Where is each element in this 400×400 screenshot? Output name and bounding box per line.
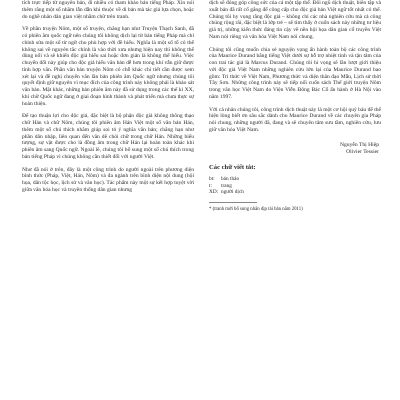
abbreviations-list <box>209 176 381 196</box>
paragraph: Chúng tôi cũng muốn chia sẻ nguyện vọng ấn hành toàn bộ các công trình của Maurice Durand bằng tiếng Việt dưới sự hỗ trợ nhiệt tình và tận tâm của con trai tác giả là Marcus Durand. Chúng tôi hi vọng sẽ lần lượt giới thiệu với độc giả Việt Nam những nghiên cứu lớn lại của Maurice Durand bao gồm: Tri thức về Việt Nam, Phương thức và diện thân đạo Mẫu, Lịch sử thời Tây Sơn. Những công trình này sẽ tiếp nối cuốn sách Thế giới truyện Nôm trong văn học Việt Nam do Viện Viễn Đông Bác Cổ ấn hành ở Hà Nội vào năm 1997. <box>209 46 381 100</box>
abbreviation-item <box>209 189 381 196</box>
paragraph: Về phần truyện Nôm, một số truyện, chẳng hạn như Truyện Thạch Sanh, đã có phiên âm quốc ngữ nên chúng tôi không dịch lại từ bản tiếng Pháp mà chỉ chỉnh sửa một số từ ngữ cho phù hợp với đề hiểu. Nghĩa là một số tổ có thể không sai về nguyên tắc chính là vào thời xưa nhưng hiện nay thì không thể dùng nổi và sẽ khiến độc giả hiểu sai hoặc đơn giản là không thể hiểu. Việc chuyển đổi này giúp cho độc giả hiểu văn bản dễ hơn trong khi vẫn giữ được tính hợp văn. Phần văn bản truyện Nôm có chỗ khác chi tiết cần được xem xét lại và đề nghị chuyển văn lần bản phiên âm Quốc ngữ nhưng chúng tôi quyết định giữ nguyên vì mục đích của công trình này không phải là khảo sát văn bản. Mặt khác, những bản phiên âm này đã sử dụng trong các thế kỉ XX, khi chữ Quốc ngữ đang ở giai đoạn hình thành và phát triển mà chưa thực sự hoàn thiện. <box>22 26 194 107</box>
author-name: Nguyễn Thị Hiệp <box>339 141 379 148</box>
signature-block <box>209 142 381 156</box>
abbreviation-value: trang <box>221 182 232 189</box>
footnote-divider <box>209 202 257 203</box>
right-column <box>209 0 381 213</box>
left-column <box>22 0 194 194</box>
abbreviations-heading: Các chữ viết tắt: <box>209 163 256 171</box>
abbreviation-value: người dịch <box>221 189 244 196</box>
paragraph: tích trực tiếp từ nguyên bản, đi nhiều có tham khảo bản tiếng Pháp. Xin nói thêm rằng một số nhầm lẫn dẫn khi thuộc về di bản mà tác giả lựa chọn, hoặc do nghề nhân dân gian việt nhầm chữ trên tranh. <box>22 0 194 20</box>
paragraph: Như đã nói ở trên, đây là một công trình do người ngoài trên phương diện bình thức (Pháp, Việt, Hán, Nôm) và đa ngành trên bình diện nội dung (hội họa, dân tộc học, lịch sử và văn học). Tác phẩm này một sự kết hợp tuyệt vời giữa văn hóa học và truyền thống dân gian nhưng <box>22 166 194 193</box>
paragraph: Với cả nhân chúng tôi, công trình dịch thuật này là một cơ hội quý báu để thể hiện lòng biết ơn sâu sắc dành cho Maurice Durand về các chuyên gia Pháp nói chung, những người đã, đang và sẽ chuyên tâm sưu tầm, nghiên cứu, lưu giữ văn hóa Việt Nam. <box>209 106 381 133</box>
abbreviation-key: bt: <box>209 175 215 182</box>
abbreviation-key: XD: <box>209 189 219 196</box>
author-name: Olivier Tessier <box>346 148 379 155</box>
abbreviation-item <box>209 176 381 183</box>
abbreviation-item <box>209 183 381 190</box>
footnote: * (tranh mới bổ sung nhân dịp tái bản năm 2011) <box>209 206 303 212</box>
abbreviation-value: bản thảo <box>221 175 240 182</box>
paragraph: Để tạo thuận lợi cho độc giả, đặc biệt là bộ phận độc giả không thông thạo chữ Hán và chữ Nôm, chúng tôi phiên âm Hán Việt một số văn bản Hán, thêm một số chú thích nhằm giúp soi tỏ ý nghĩa văn bản; chẳng hạn như phần dân nhập, liên quan đến văn dẽ chói chữ trong chữ Hán. Những biểu tượng, sự vật được cho là đồng âm trong chữ Hán lại hoàn toàn khác khi phiên âm sang Quốc ngữ. Ngoài lẽ, chúng tôi bổ sung một số chú thích trong bản tiếng Pháp vì chúng không cần thiết đối với người Việt. <box>22 113 194 160</box>
abbreviation-key: t: <box>209 182 212 189</box>
paragraph: dịch sẽ đóng góp công sức của cả một tập thể. Đôi ngũ dịch thuật, biên tập và xuất bản đã rất cố gắng để công cấp cho độc giả bản Việt ngữ tốt nhất có thể. Chúng tôi hy vọng rằng độc giả – không chỉ các nhà nghiên cứu mà cả công chúng rộng rãi, đặc biệt là lớp trẻ – sẽ tìm thấy ở cuốn sách này những tư liệu giá trị, những kiến thức đáng tin cậy về nền hội họa dân gian cổ truyền Việt Nam nói riêng và văn hóa Việt Nam nói chung. <box>209 0 381 40</box>
